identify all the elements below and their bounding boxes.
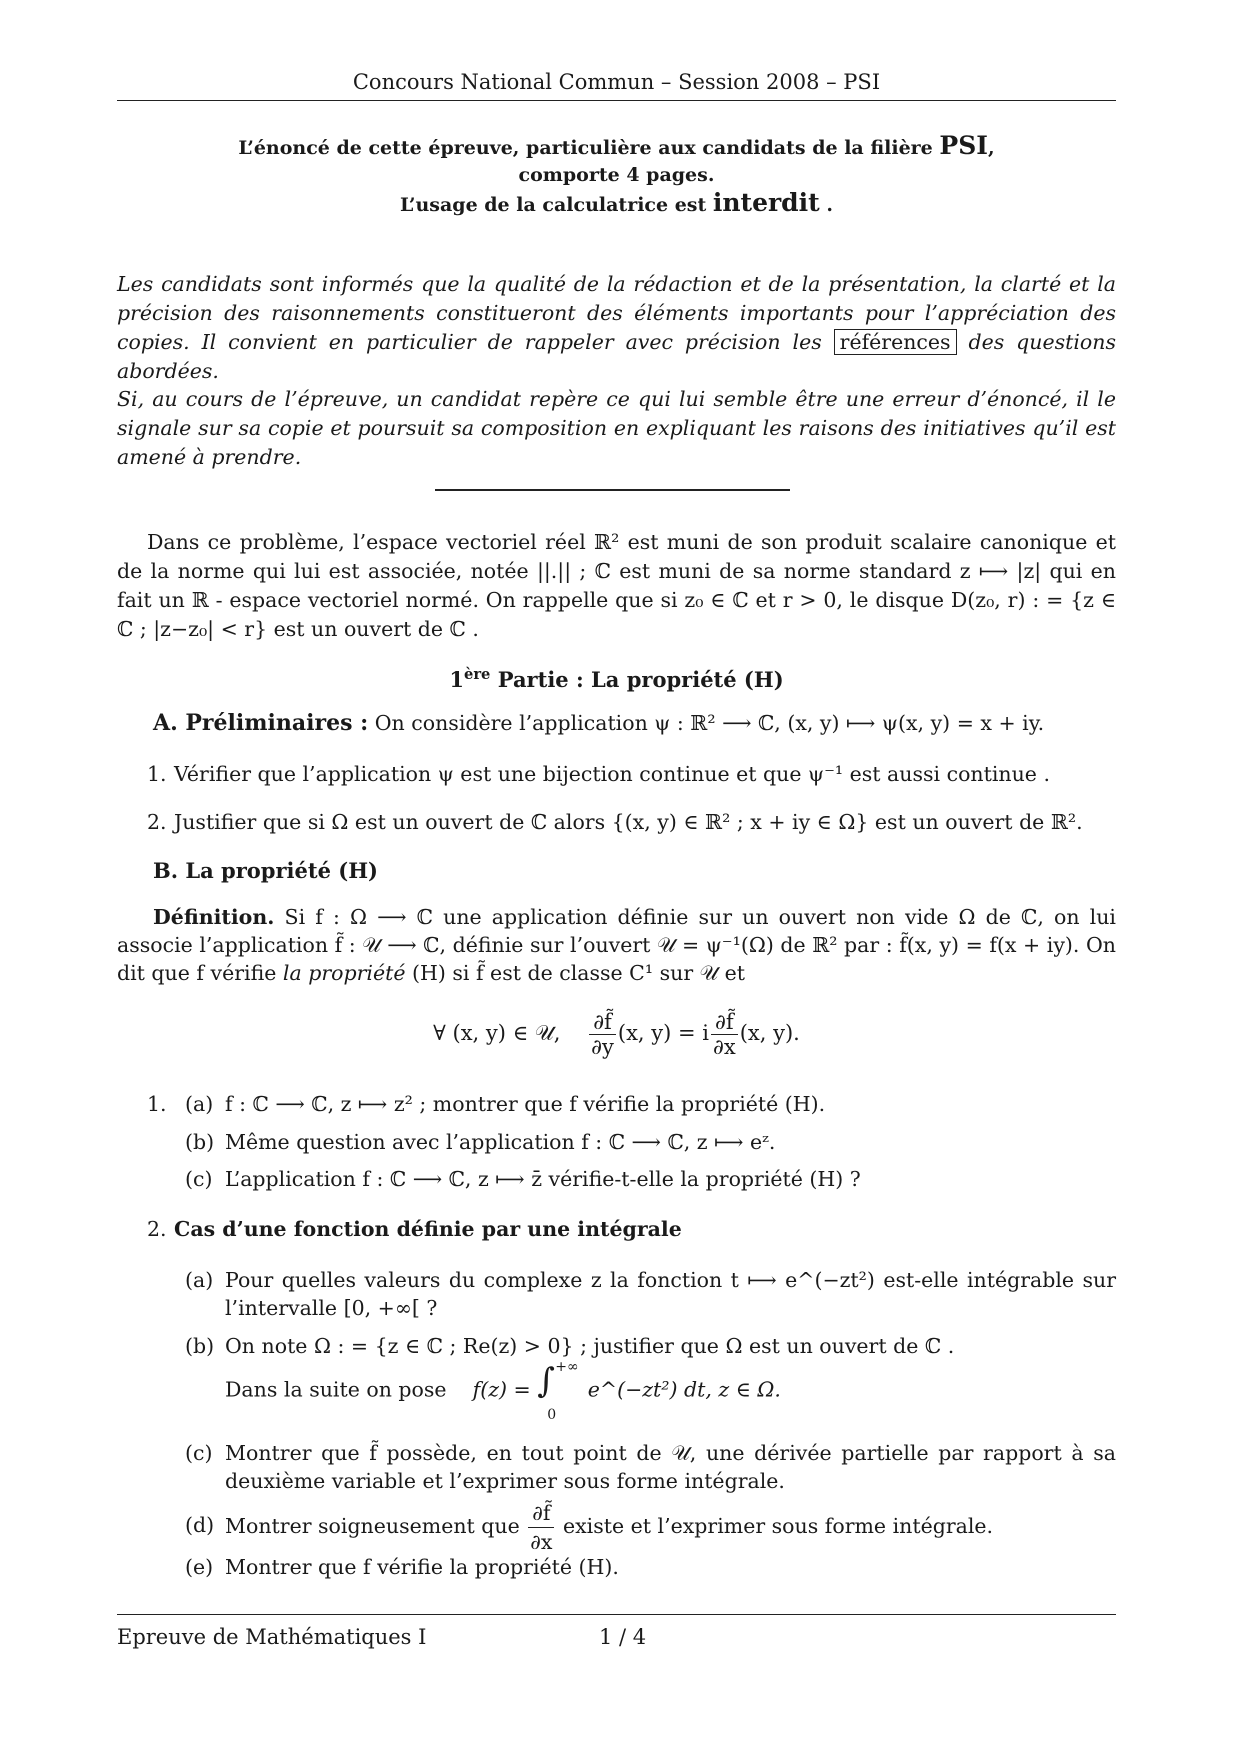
part-title: 1ère Partie : La propriété (H): [449, 666, 784, 692]
property-h-formula: ∀ (x, y) ∈ 𝒰, $\frac{\partial f̃}{\partial y}$ (x, y) = i $\frac{\partial f̃}{\partial x}$ (x, y).: [433, 1010, 800, 1059]
definition-paragraph: Définition. Si f : Ω ⟶ ℂ une application définie sur un ouvert non vide Ω de ℂ, on lui associe l’application f̃ : 𝒰 ⟶ ℂ, définie sur l’ouvert 𝒰 = ψ⁻¹(Ω) de ℝ² par : f̃(x, y) = f(x + iy). On dit que f vérifie la propriété (H) si f̃ est de classe C¹ sur 𝒰 et: [117, 905, 1116, 985]
section-a-header: A. Préliminaires : On considère l’application ψ : ℝ² ⟶ ℂ, (x, y) ⟼ ψ(x, y) = x + iy.: [153, 710, 1045, 736]
list-item: (d) Montrer soigneusement que $\frac{\partial f̃}{\partial x}$ existe et l’exprimer sous forme intégrale.: [185, 1501, 994, 1554]
fraction: $\frac{\partial f̃}{\partial x}$: [530, 1501, 553, 1554]
page-header: Concours National Commun – Session 2008 – PSI: [352, 70, 881, 94]
references-box: références: [834, 329, 957, 355]
fraction: $\frac{\partial f̃}{\partial x}$: [712, 1010, 736, 1059]
integral-definition: Dans la suite on pose f(z) = ∫ +∞ 0 e^(−zt²) dt, z ∈ Ω.: [225, 1359, 781, 1423]
list-item: 1. Vérifier que l’application ψ est une bijection continue et que ψ⁻¹ est aussi continue .: [147, 762, 1050, 786]
instructions-paragraph-2: Si, au cours de l’épreuve, un candidat repère ce qui lui semble être une erreur d’énoncé, il le signale sur sa copie et poursuit sa composition en expliquant les raisons des initiatives qu’il est amené à prendre.: [117, 387, 1116, 469]
notice-line-2: comporte 4 pages.: [518, 164, 715, 186]
list-item: 2. Justifier que si Ω est un ouvert de ℂ alors {(x, y) ∈ ℝ² ; x + iy ∈ Ω} est un ouvert de ℝ².: [147, 810, 1083, 834]
list-item: (c) L’application f : ℂ ⟶ ℂ, z ⟼ z̄ vérifie-t-elle la propriété (H) ?: [185, 1167, 861, 1191]
list-item: 1. (a) f : ℂ ⟶ ℂ, z ⟼ z² ; montrer que f vérifie la propriété (H).: [147, 1092, 826, 1116]
page-number: 1 / 4: [599, 1625, 647, 1649]
header-rule: [117, 100, 1116, 101]
notice-line-1: L’énoncé de cette épreuve, particulière aux candidats de la filière PSI,: [238, 131, 995, 160]
exam-page: [117, 0, 1116, 1754]
list-item: (c) Montrer que f̃ possède, en tout point de 𝒰, une dérivée partielle par rapport à sa deuxième variable et l’exprimer sous forme intégrale.: [185, 1441, 1116, 1493]
question-2: [117, 1215, 1116, 1583]
notice-block: [117, 132, 1116, 219]
section-a-questions: [117, 760, 1116, 848]
instructions-paragraph-1: Les candidats sont informés que la qualité de la rédaction et de la présentation, la clarté et la précision des raisonnements constitueront des éléments importants pour l’appréciation des copies. Il convient en particulier de rappeler avec précision les références des questions abordées.: [117, 272, 1116, 383]
preamble-paragraph: Dans ce problème, l’espace vectoriel réel ℝ² est muni de son produit scalaire canonique et de la norme qui lui est associée, notée ||.|| ; ℂ est muni de sa norme standard z ⟼ |z| qui en fait un ℝ - espace vectoriel normé. On rappelle que si z₀ ∈ ℂ et r > 0, le disque D(z₀, r) : = {z ∈ ℂ ; |z−z₀| < r} est un ouvert de ℂ .: [117, 530, 1116, 641]
footer-title: Epreuve de Mathématiques I: [117, 1625, 427, 1649]
list-item: (a) Pour quelles valeurs du complexe z la fonction t ⟼ e^(−zt²) est-elle intégrable sur l’intervalle [0, +∞[ ?: [185, 1268, 1116, 1320]
footer-rule: [117, 1614, 1116, 1615]
separator-rule: [435, 489, 790, 491]
notice-line-3: L’usage de la calculatrice est interdit .: [400, 188, 833, 217]
question-1: [117, 1090, 1116, 1202]
fraction: $\frac{\partial f̃}{\partial y}$: [591, 1010, 614, 1059]
list-item: (e) Montrer que f vérifie la propriété (H).: [185, 1555, 619, 1579]
list-item: (b) On note Ω : = {z ∈ ℂ ; Re(z) > 0} ; justifier que Ω est un ouvert de ℂ .: [185, 1334, 955, 1358]
list-item: (b) Même question avec l’application f : ℂ ⟶ ℂ, z ⟼ eᶻ.: [185, 1130, 776, 1154]
section-b-header: B. La propriété (H): [153, 858, 378, 883]
list-item: 2. Cas d’une fonction définie par une intégrale: [147, 1217, 682, 1241]
integral-sign: ∫ +∞ 0: [537, 1359, 579, 1423]
